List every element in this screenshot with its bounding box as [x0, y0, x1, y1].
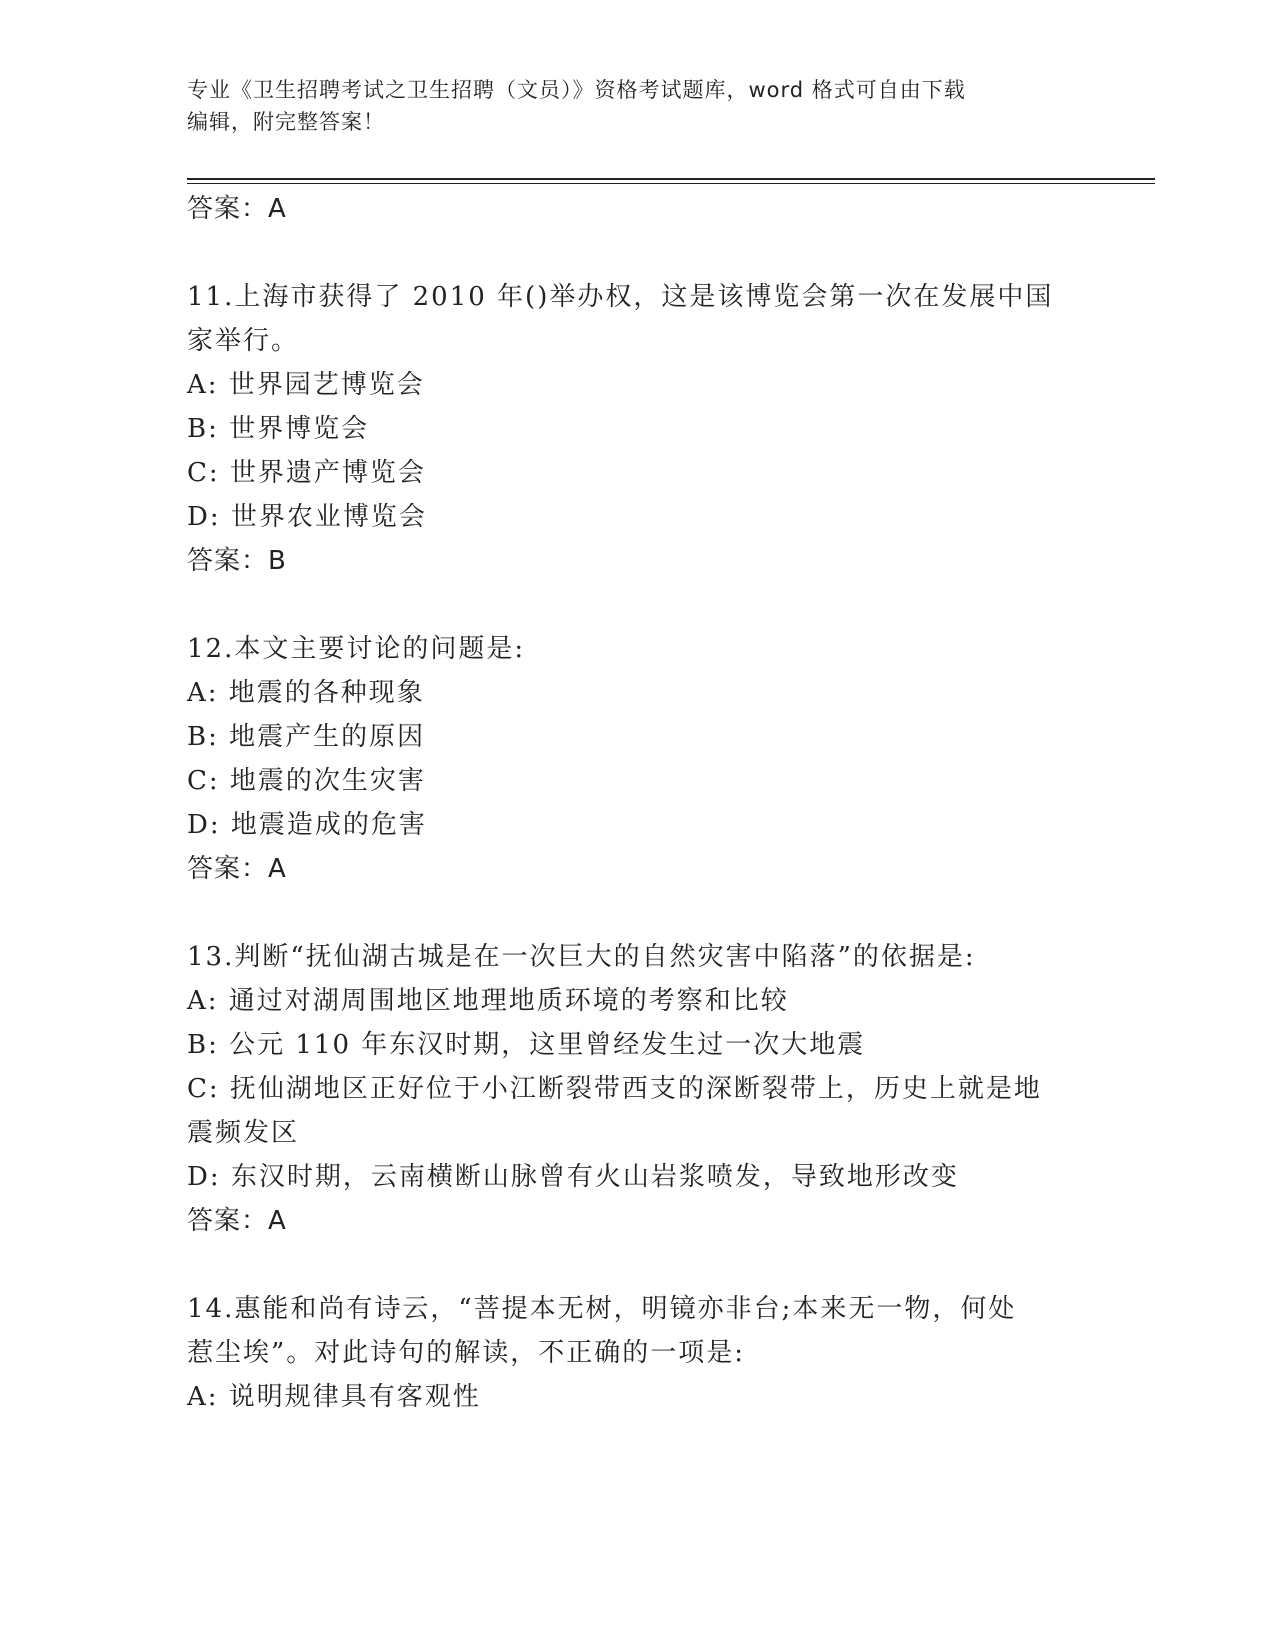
q12-option-b: B: 地震产生的原因	[187, 722, 426, 752]
answer-q10: 答案：A	[187, 194, 287, 224]
q11-option-b: B: 世界博览会	[187, 414, 370, 444]
q11-option-c: C: 世界遗产博览会	[187, 458, 426, 488]
header-divider-thick	[187, 178, 1155, 180]
header-line-1: 专业《卫生招聘考试之卫生招聘（文员）》资格考试题库，word 格式可自由下载	[187, 78, 966, 102]
q11-stem-line-1: 11.上海市获得了 2010 年()举办权，这是该博览会第一次在发展中国	[187, 282, 1054, 312]
q13-option-d: D: 东汉时期，云南横断山脉曾有火山岩浆喷发，导致地形改变	[187, 1162, 959, 1192]
document-header	[187, 74, 1087, 138]
q13-stem: 13.判断“抚仙湖古城是在一次巨大的自然灾害中陷落”的依据是:	[187, 942, 976, 972]
q12-option-c: C: 地震的次生灾害	[187, 766, 426, 796]
header-line-2: 编辑，附完整答案！	[187, 110, 385, 134]
q12-stem: 12.本文主要讨论的问题是:	[187, 634, 526, 664]
q12-option-a: A: 地震的各种现象	[187, 678, 425, 708]
q13-option-c-line-1: C: 抚仙湖地区正好位于小江断裂带西支的深断裂带上，历史上就是地	[187, 1074, 1042, 1104]
q14-stem-line-1: 14.惠能和尚有诗云，“菩提本无树，明镜亦非台;本来无一物，何处	[187, 1294, 1017, 1324]
answer-q13: 答案：A	[187, 1206, 287, 1236]
answer-q11: 答案：B	[187, 546, 287, 576]
answer-q12: 答案：A	[187, 854, 287, 884]
header-divider-thin	[187, 183, 1155, 184]
q14-stem-line-2: 惹尘埃”。对此诗句的解读，不正确的一项是:	[187, 1338, 746, 1368]
q13-option-b: B: 公元 110 年东汉时期，这里曾经发生过一次大地震	[187, 1030, 866, 1060]
q11-option-a: A: 世界园艺博览会	[187, 370, 425, 400]
q13-option-c-line-2: 震频发区	[187, 1118, 300, 1148]
q13-option-a: A: 通过对湖周围地区地理地质环境的考察和比较	[187, 986, 789, 1016]
q11-stem-line-2: 家举行。	[187, 326, 300, 356]
q12-option-d: D: 地震造成的危害	[187, 810, 427, 840]
q11-option-d: D: 世界农业博览会	[187, 502, 427, 532]
q14-option-a: A: 说明规律具有客观性	[187, 1382, 481, 1412]
